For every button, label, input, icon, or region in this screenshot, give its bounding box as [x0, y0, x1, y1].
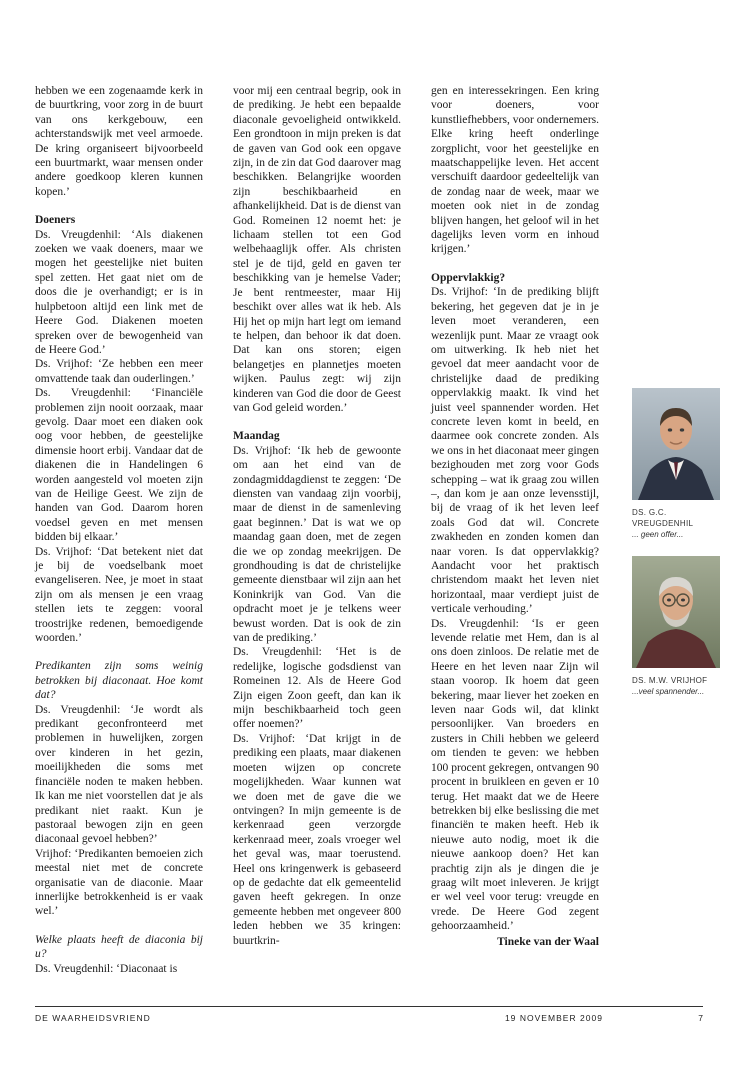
- caption-name: DS. M.W. VRIJHOF: [632, 676, 708, 685]
- issue-date: 19 NOVEMBER 2009: [504, 1013, 603, 1023]
- author-byline: Tineke van der Waal: [497, 935, 599, 948]
- section-heading-oppervlakkig: Oppervlakkig?: [431, 271, 506, 284]
- paragraph: Ds. Vrijhof: ‘In de prediking blijft bekering, het gegeven dat je in je leven moet veranderen, een wezenlijk punt. Maar ze vraagt ook om uitwerking. Ik heb niet het gevoel dat meer aandacht voor de christelijke daad de prediking oppervlakkig maakt. Ik vind het juist veel spannender worden. Het concrete leven komt in beeld, en daarmee ook concrete zonden. Als we ons in het diaconaat meer gingen bezighouden met zorg voor Gods schepping – wat ik graag zou willen –, dan kom je aan onze levensstijl, bij de vraag of ik het leven leef zoals God dat wil. Concrete zwakheden en zonden komen dan naar voren. Is dat oppervlakkig? Aandacht voor het praktisch christendom maakt het leven niet horizontaal, maar verdiept juist de verticale verhouding.’: [431, 286, 599, 616]
- photo-rail: [632, 388, 720, 697]
- paragraph: hebben we een zogenaamde kerk in de buurtkring, voor zorg in de buurt van ons kerkgebouw, een achterstandswijk met veel armoede. De kring organiseert bijvoorbeeld een buurtmarkt, waar mensen onder andere goedkoop kleren kunnen kopen.’: [35, 85, 203, 198]
- paragraph: Ds. Vrijhof: ‘Dat krijgt in de prediking een plaats, maar diakenen moeten wijzen op concrete mogelijkheden. Waar kunnen wat we doen met de gave die we ontvingen? In mijn gemeente is de kerkenraad geen verzorgde kerkenraad meer, zoals vroeger wel het geval was, maar toerustend. Heel ons kringenwerk is gebaseerd op de gedachte dat elk gemeentelid gaven heeft gekregen. In onze gemeente hebben met ongeveer 800 leden hebben we 35 kringen: buurtkrin-: [233, 732, 401, 947]
- photo-caption-vreugdenhil: [632, 507, 720, 540]
- page-footer: [35, 1013, 703, 1023]
- caption-quote: ...veel spannender...: [632, 687, 705, 696]
- paragraph: Ds. Vrijhof: ‘Dat betekent niet dat je bij de voedselbank moet evangeliseren. Nee, je moet in staat zijn om als mensen je een vraag stellen iets te zeggen: vooral troostrijke redenen, bemoedigende woorden.’: [35, 545, 203, 645]
- paragraph: Ds. Vrijhof: ‘Ze hebben een meer omvattende taak dan ouderlingen.’: [35, 358, 203, 385]
- interview-question: Predikanten zijn soms weinig betrokken bij diaconaat. Hoe komt dat?: [35, 660, 203, 702]
- paragraph: Ds. Vreugdenhil: ‘Je wordt als predikant geconfronteerd met problemen in huwelijken, zorgen over kinderen in het gezin, moeilijkheden die soms met financiële noden te maken hebben. Ik kan me niet voorstellen dat je als predikant niet raakt. Kun je pastoraal bewogen zijn en geen diaconaal gevoel hebben?’: [35, 703, 203, 846]
- photo-vreugdenhil: [632, 388, 720, 500]
- photo-vrijhof: [632, 556, 720, 668]
- caption-name: DS. G.C. VREUGDENHIL: [632, 508, 694, 528]
- article-column-2: [233, 84, 401, 948]
- page-number: 7: [698, 1013, 703, 1023]
- paragraph: Ds. Vreugdenhil: ‘Diaconaat is: [35, 962, 178, 975]
- paragraph: Ds. Vreugdenhil: ‘Het is de redelijke, logische godsdienst van Romeinen 12. Als de Heere God Zijn eigen Zoon geeft, dan kan ik mijn beschikbaarheid toch geen offer noemen?’: [233, 646, 401, 731]
- magazine-title: DE WAARHEIDSVRIEND: [35, 1013, 151, 1023]
- article-column-1: [35, 84, 203, 976]
- paragraph: Ds. Vreugdenhil: ‘Als diakenen zoeken we vaak doeners, maar we mogen het geestelijke niet buiten spel zetten. Het gaat niet om de doos die je overhandigt; er is in hulpbetoon altijd een link met de Heere God. Diakenen moeten spreken over de bewogenheid van de Heere God.’: [35, 228, 203, 356]
- paragraph: Ds. Vreugdenhil: ‘Financiële problemen zijn nooit oorzaak, maar gevolg. Daar moet een diaken ook oog voor hebben, de geestelijke dimensie hoort erbij. Vandaar dat de diakenen die in Handelingen 6 worden aangesteld vol moeten zijn van de Heilige Geest. We zijn de handen van God. Daarom horen voedsel geven en met mensen bidden bij elkaar.’: [35, 387, 203, 544]
- paragraph: voor mij een centraal begrip, ook in de prediking. Je hebt een bepaalde diaconale gevoeligheid ontwikkeld. Een grondtoon in mijn preken is dat de gaven van God ook een opgave zijn, in de zin dat God daarover mag beschikken. Belangrijke woorden zijn beschikbaarheid en afhankelijkheid. Dat is de dienst van God. Romeinen 12 noemt het: je lichaam stellen tot een God welbehaaglijk offer. Als christen stel je de tijd, geld en gaven ter beschikking van je hemelse Vader; Je bent rentmeester, maar Hij beschikt over alles wat ik heb. Als Hij het op mijn hart legt om iemand te helpen, dan behoor ik dat doen. Dat kan ons storen; eigen belangetjes en plannetjes moeten wijken. Paulus zegt: wij zijn kinderen van God die door de Geest van God geleid worden.’: [233, 85, 401, 414]
- paragraph: Ds. Vrijhof: ‘Ik heb de gewoonte om aan het eind van de zondagmiddagdienst te zeggen: ‘De diensten van vandaag zijn voorbij, maar de dienst in de samenleving gaat beginnen.’ Dat is wat we op maandag gaan doen, met de zegen die we op zondag meekrijgen. De grondhouding is dat de christelijke gemeente dienstbaar wil zijn aan het Koninkrijk van God. Van die opdracht moet je je telkens weer bewust worden. Dat is ook de zin van de prediking.’: [233, 444, 401, 645]
- photo-caption-vrijhof: [632, 675, 720, 697]
- article-column-3: [431, 84, 599, 949]
- footer-rule: [35, 1006, 703, 1007]
- paragraph: gen en interessekringen. Een kring voor doeners, voor kunstliefhebbers, voor ondernemers. Elke kring heeft onderlinge zorgplicht, voor het geestelijke en maatschappelijke leven. Het accent verschuift daardoor gedeeltelijk van de zondag naar de week, maar we moeten ook niet in de zondag blijven hangen, het geloof wil in het dagelijks leven vorm en inhoud krijgen.’: [431, 85, 599, 256]
- paragraph: Vrijhof: ‘Predikanten bemoeien zich meestal niet met de concrete organisatie van de diaconie. Maar innerlijke betrokkenheid is er vaak wel.’: [35, 847, 203, 918]
- caption-quote: ... geen offer...: [632, 530, 684, 539]
- interview-question: Welke plaats heeft de diaconia bij u?: [35, 933, 203, 961]
- section-heading-doeners: Doeners: [35, 214, 76, 227]
- paragraph: Ds. Vreugdenhil: ‘Is er geen levende relatie met Hem, dan is al ons doen zinloos. De relatie met de Heere en het leven naar Zijn wil staan voorop. Ik hoem dat geen bekering, maar liever het zoeken en leven naar Gods wil, dat klinkt persoonlijker. Van broeders en zusters in Chili hebben we geleerd om tienden te geven: we hebben 100 procent gekregen, ontvangen 90 procent in bruikleen en geven er 10 terug. Het maakt dat we de Heere betrekken bij elke beslissing die met financiën te maken heeft. Heb ik nieuwe auto nodig, moet ik die nieuwe aankoop doen? Het kan prachtig zijn als je dingen die je graag wilt moet inleveren. Je krijgt er wel veel voor terug: vreugde en vrede. De Heere God zegent gehoorzaamheid.’: [431, 617, 599, 933]
- section-heading-maandag: Maandag: [233, 430, 280, 443]
